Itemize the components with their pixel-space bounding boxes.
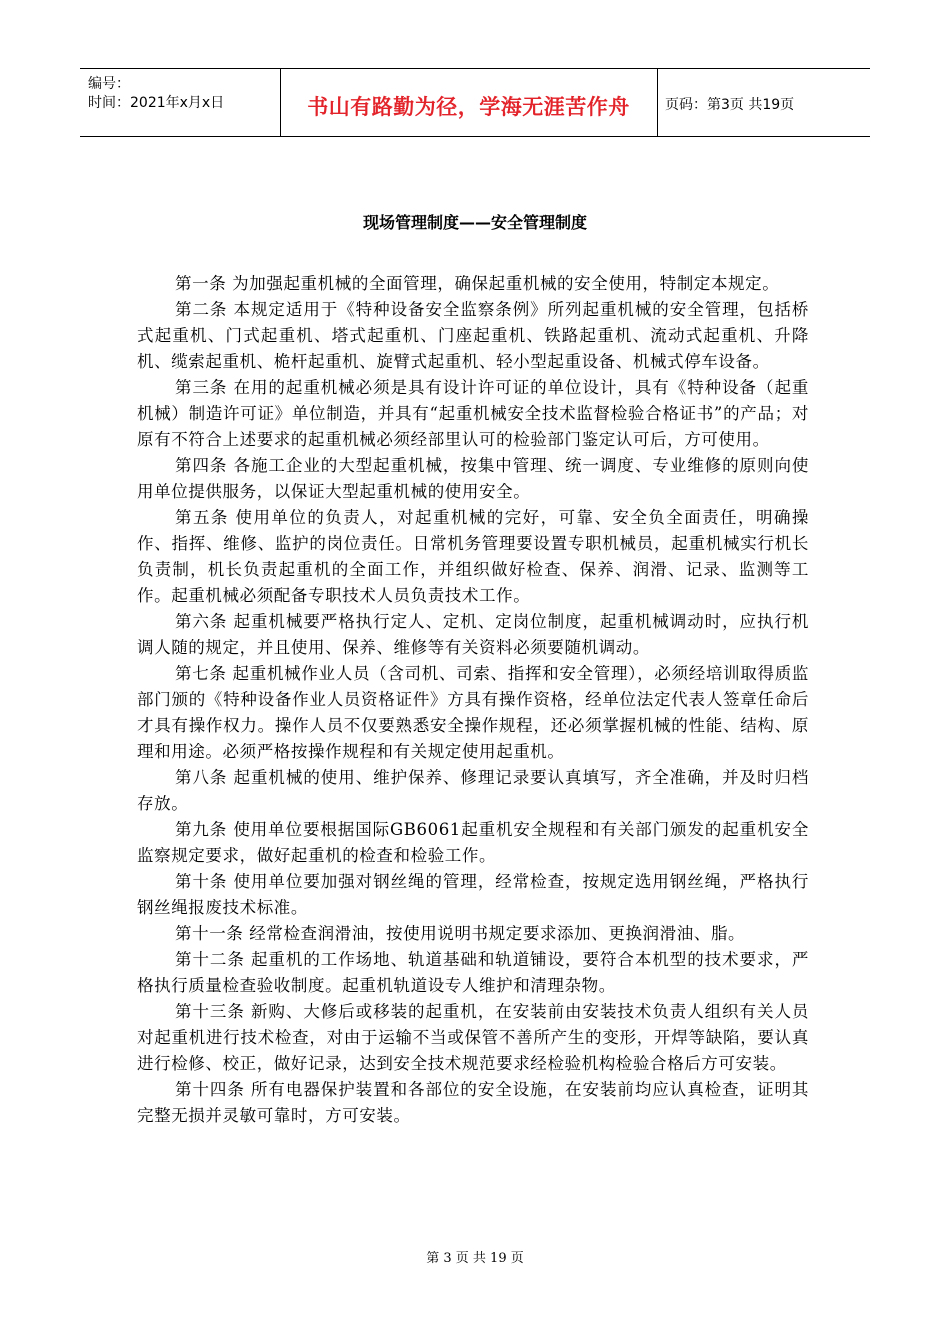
article-13: 第十三条 新购、大修后或移装的起重机，在安装前由安装技术负责人组织有关人员对起重机进行技术检查，对由于运输不当或保管不善所产生的变形，开焊等缺陷，要认真进行检修、校正，做好记录，达到安全技术规范要求经检验机构检验合格后方可安装。 xyxy=(137,1002,809,1073)
article-3: 第三条 在用的起重机械必须是具有设计许可证的单位设计，具有《特种设备（起重机械）制造许可证》单位制造，并具有“起重机械安全技术监督检验合格证书”的产品；对原有不符合上述要求的起重机械必须经部里认可的检验部门鉴定认可后，方可使用。 xyxy=(137,378,809,449)
article-2: 第二条 本规定适用于《特种设备安全监察条例》所列起重机械的安全管理，包括桥式起重机、门式起重机、塔式起重机、门座起重机、铁路起重机、流动式起重机、升降机、缆索起重机、桅杆起重机、旋臂式起重机、轻小型起重设备、机械式停车设备。 xyxy=(137,300,809,371)
number-label: 编号： xyxy=(88,76,130,92)
header-info-cell xyxy=(80,69,281,136)
article-11: 第十一条 经常检查润滑油，按使用说明书规定要求添加、更换润滑油、脂。 xyxy=(175,924,746,943)
article-6: 第六条 起重机械要严格执行定人、定机、定岗位制度，起重机械调动时，应执行机调人随的规定，并且使用、保养、维修等有关资料必须要随机调动。 xyxy=(137,612,809,657)
document-header xyxy=(80,68,870,137)
document-body xyxy=(137,271,809,1129)
article-7: 第七条 起重机械作业人员（含司机、司索、指挥和安全管理），必须经培训取得质监部门颁的《特种设备作业人员资格证件》方具有操作资格，经单位法定代表人签章任命后才具有操作权力。操作人员不仅要熟悉安全操作规程，还必须掌握机械的性能、结构、原理和用途。必须严格按操作规程和有关规定使用起重机。 xyxy=(137,664,809,761)
article-10: 第十条 使用单位要加强对钢丝绳的管理，经常检查，按规定选用钢丝绳，严格执行钢丝绳报废技术标准。 xyxy=(137,872,809,917)
article-9: 第九条 使用单位要根据国际GB6061起重机安全规程和有关部门颁发的起重机安全监察规定要求，做好起重机的检查和检验工作。 xyxy=(137,820,809,865)
document-title: 现场管理制度——安全管理制度 xyxy=(362,213,587,232)
article-1: 第一条 为加强起重机械的全面管理，确保起重机械的安全使用，特制定本规定。 xyxy=(175,274,780,293)
article-14: 第十四条 所有电器保护装置和各部位的安全设施，在安装前均应认真检查，证明其完整无损并灵敏可靠时，方可安装。 xyxy=(137,1080,809,1125)
time-label: 时间：2021年x月x日 xyxy=(88,95,225,111)
article-4: 第四条 各施工企业的大型起重机械，按集中管理、统一调度、专业维修的原则向使用单位提供服务，以保证大型起重机械的使用安全。 xyxy=(137,456,809,501)
header-page-cell xyxy=(657,69,870,136)
article-12: 第十二条 起重机的工作场地、轨道基础和轨道铺设，要符合本机型的技术要求，严格执行质量检查验收制度。起重机轨道设专人维护和清理杂物。 xyxy=(137,950,809,995)
page-footer: 第 3 页 共 19 页 xyxy=(426,1251,524,1266)
header-motto-cell xyxy=(280,69,658,136)
motto-text: 书山有路勤为径，学海无涯苦作舟 xyxy=(307,95,630,119)
article-8: 第八条 起重机械的使用、维护保养、修理记录要认真填写，齐全准确，并及时归档存放。 xyxy=(137,768,809,813)
article-5: 第五条 使用单位的负责人，对起重机械的完好，可靠、安全负全面责任，明确操作、指挥、维修、监护的岗位责任。日常机务管理要设置专职机械员，起重机械实行机长负责制，机长负责起重机的全面工作，并组织做好检查、保养、润滑、记录、监测等工作。起重机械必须配备专职技术人员负责技术工作。 xyxy=(137,508,809,605)
page-code: 页码：第3页 共19页 xyxy=(665,97,795,113)
